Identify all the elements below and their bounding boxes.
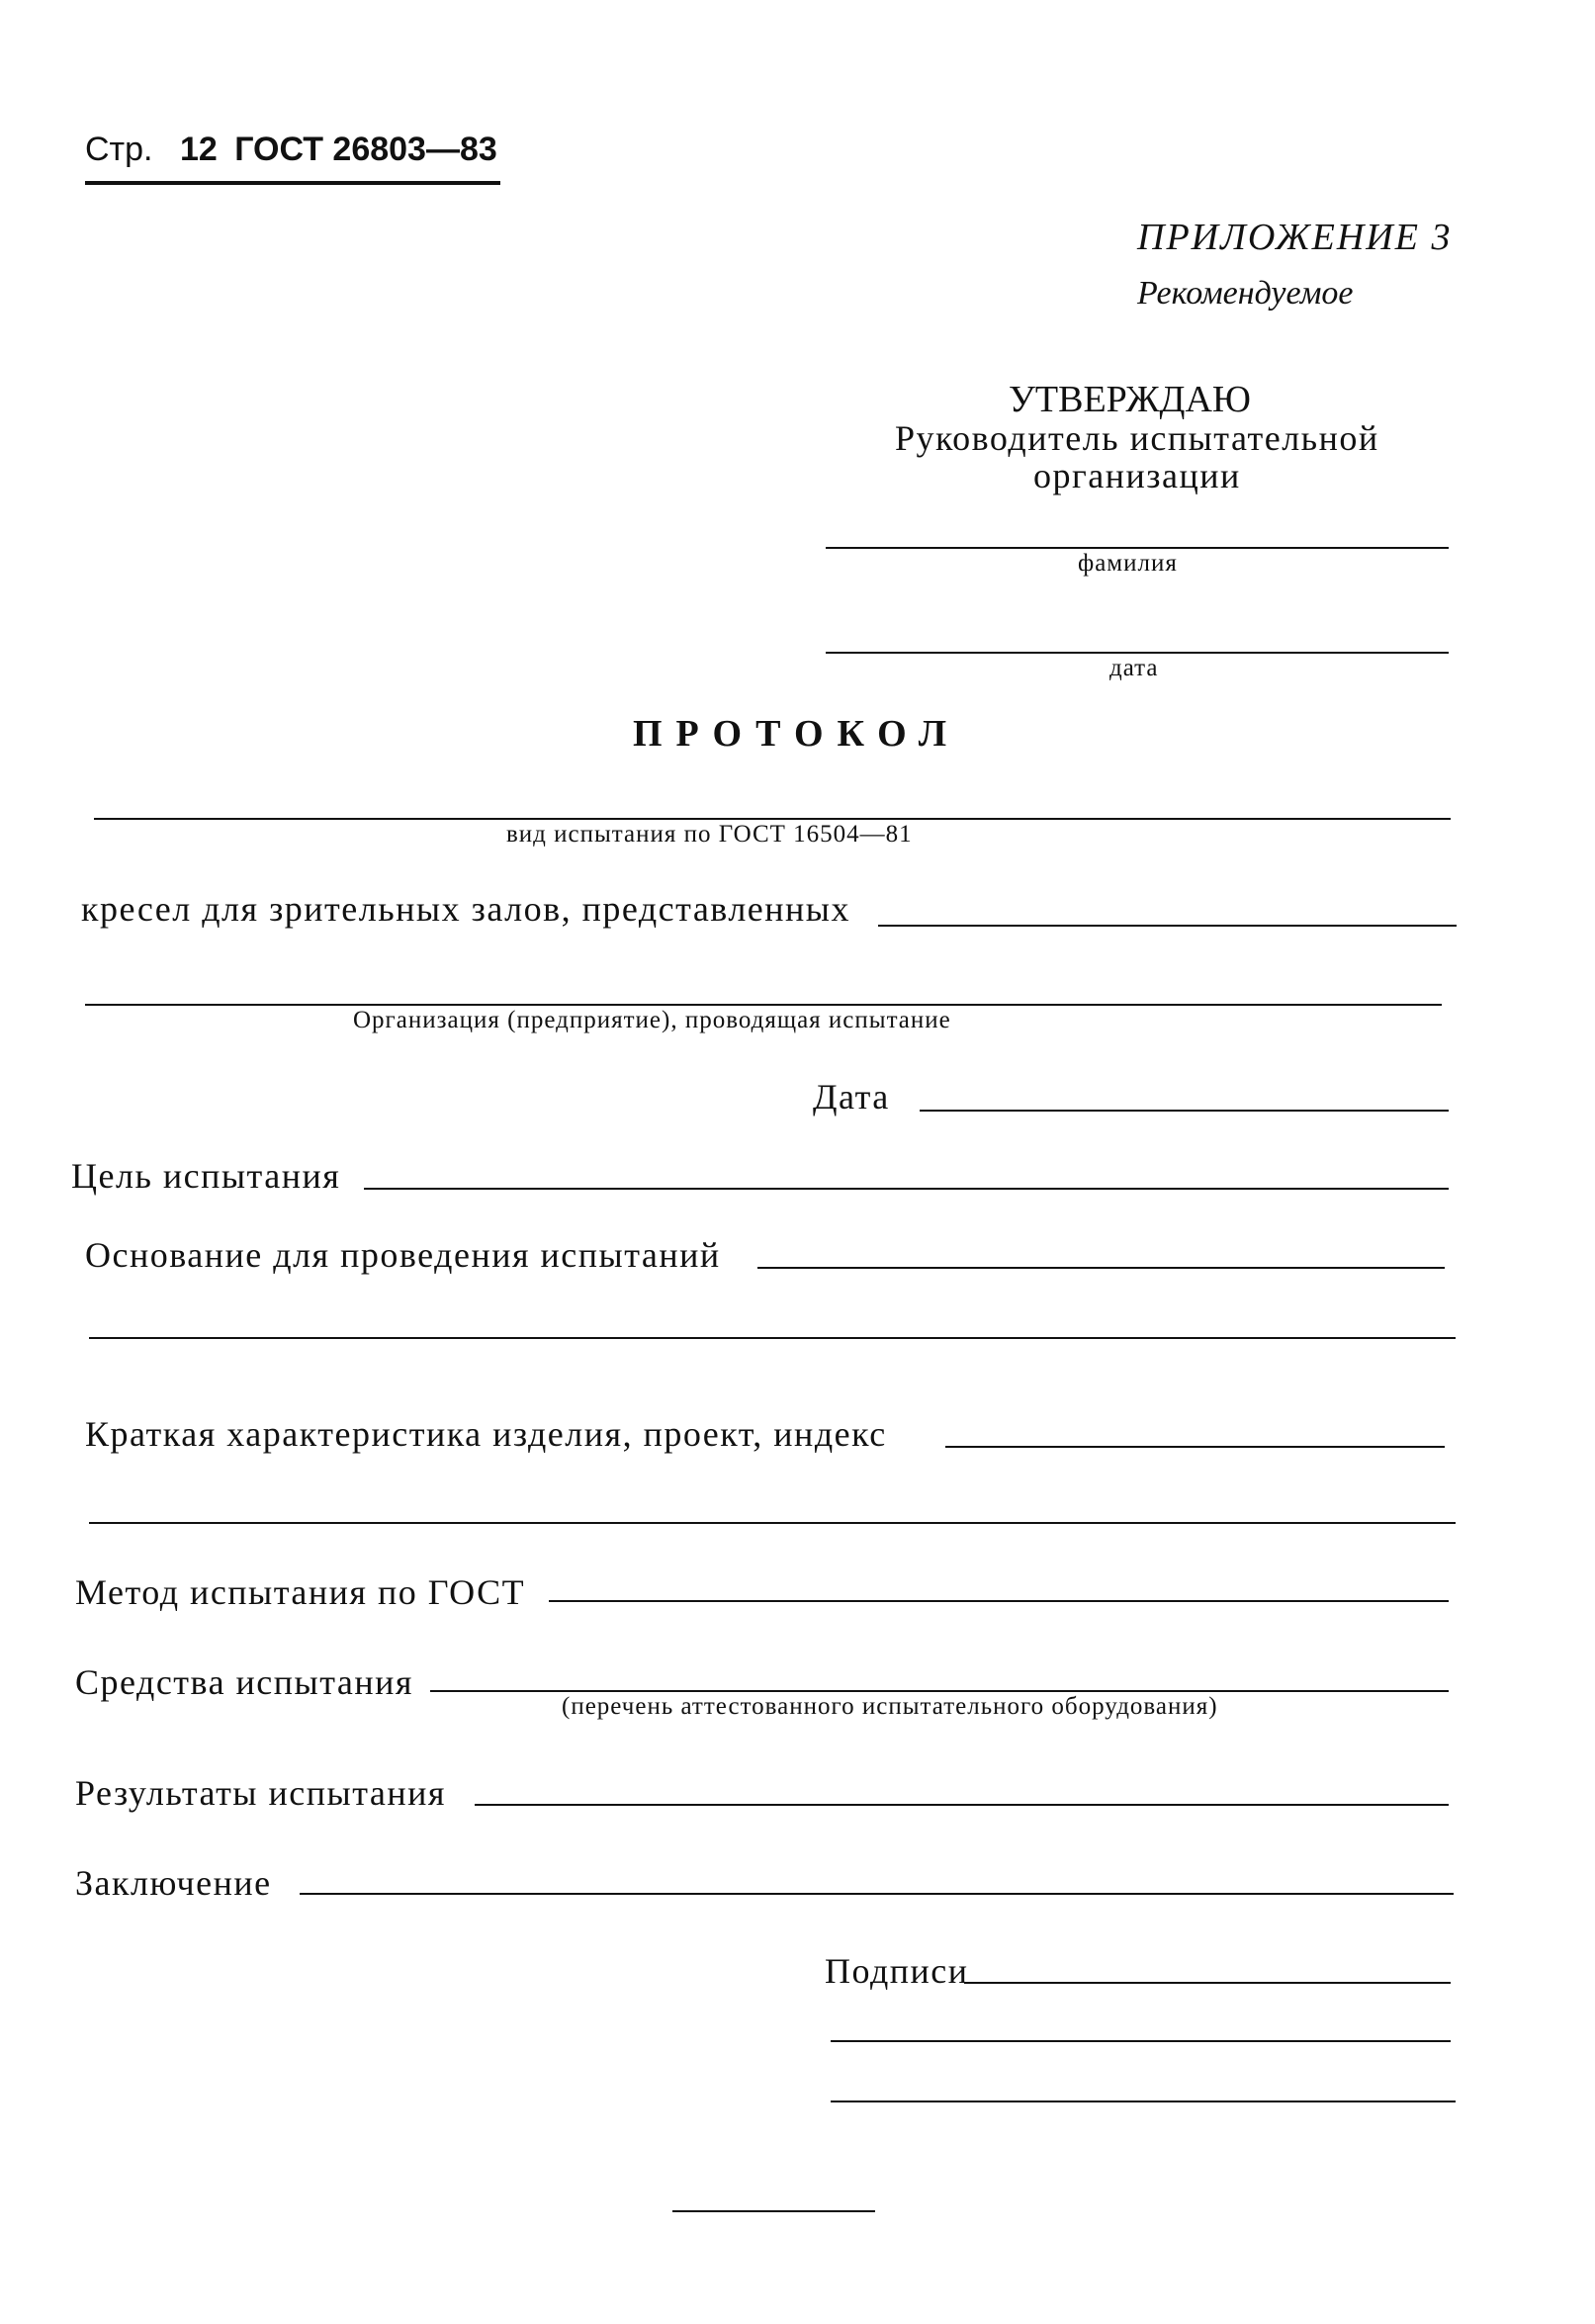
approval-heading: УТВЕРЖДАЮ (1009, 379, 1251, 420)
approval-date-caption: дата (1109, 655, 1159, 681)
characteristics-continuation-line (89, 1522, 1456, 1524)
basis-line (757, 1267, 1445, 1269)
approval-line-2: организации (1033, 456, 1241, 495)
method-line (549, 1600, 1449, 1602)
footer-rule (672, 2210, 875, 2212)
basis-continuation-line (89, 1337, 1456, 1339)
date-line (920, 1110, 1449, 1112)
purpose-label: Цель испытания (71, 1156, 341, 1196)
means-line (430, 1690, 1449, 1692)
standard-number: ГОСТ 26803—83 (234, 131, 497, 168)
conclusion-label: Заключение (75, 1863, 272, 1903)
method-label: Метод испытания по ГОСТ (75, 1572, 526, 1612)
organization-caption: Организация (предприятие), проводящая испытание (353, 1007, 951, 1033)
document-title: ПРОТОКОЛ (633, 713, 961, 755)
surname-caption: фамилия (1078, 550, 1178, 577)
means-caption: (перечень аттестованного испытательного оборудования) (562, 1693, 1218, 1720)
signature-line-2 (831, 2040, 1451, 2042)
results-line (475, 1804, 1449, 1806)
approval-date-line (826, 652, 1449, 654)
chairs-label: кресел для зрительных залов, представленных (81, 889, 850, 929)
results-label: Результаты испытания (75, 1773, 446, 1813)
organization-line (85, 1004, 1442, 1006)
appendix-status: Рекомендуемое (1137, 275, 1354, 312)
signature-line-3 (831, 2101, 1456, 2102)
appendix-title: ПРИЛОЖЕНИЕ 3 (1137, 217, 1453, 258)
conclusion-line (300, 1893, 1454, 1895)
page-header (85, 131, 497, 169)
signature-line-1 (964, 1982, 1451, 1984)
characteristics-label: Краткая характеристика изделия, проект, индекс (85, 1414, 887, 1454)
basis-label: Основание для проведения испытаний (85, 1235, 721, 1275)
approval-line-1: Руководитель испытательной (895, 418, 1379, 458)
test-type-line (94, 818, 1451, 820)
surname-line (826, 547, 1449, 549)
test-type-caption: вид испытания по ГОСТ 16504—81 (506, 821, 913, 848)
page-number: 12 (179, 131, 218, 168)
page-prefix: Стр. (85, 131, 153, 168)
signatures-label: Подписи (825, 1951, 969, 1991)
date-label: Дата (813, 1077, 890, 1117)
chairs-line (878, 925, 1457, 927)
header-underline (85, 181, 500, 185)
characteristics-line (945, 1446, 1445, 1448)
purpose-line (364, 1188, 1449, 1190)
means-label: Средства испытания (75, 1662, 413, 1702)
